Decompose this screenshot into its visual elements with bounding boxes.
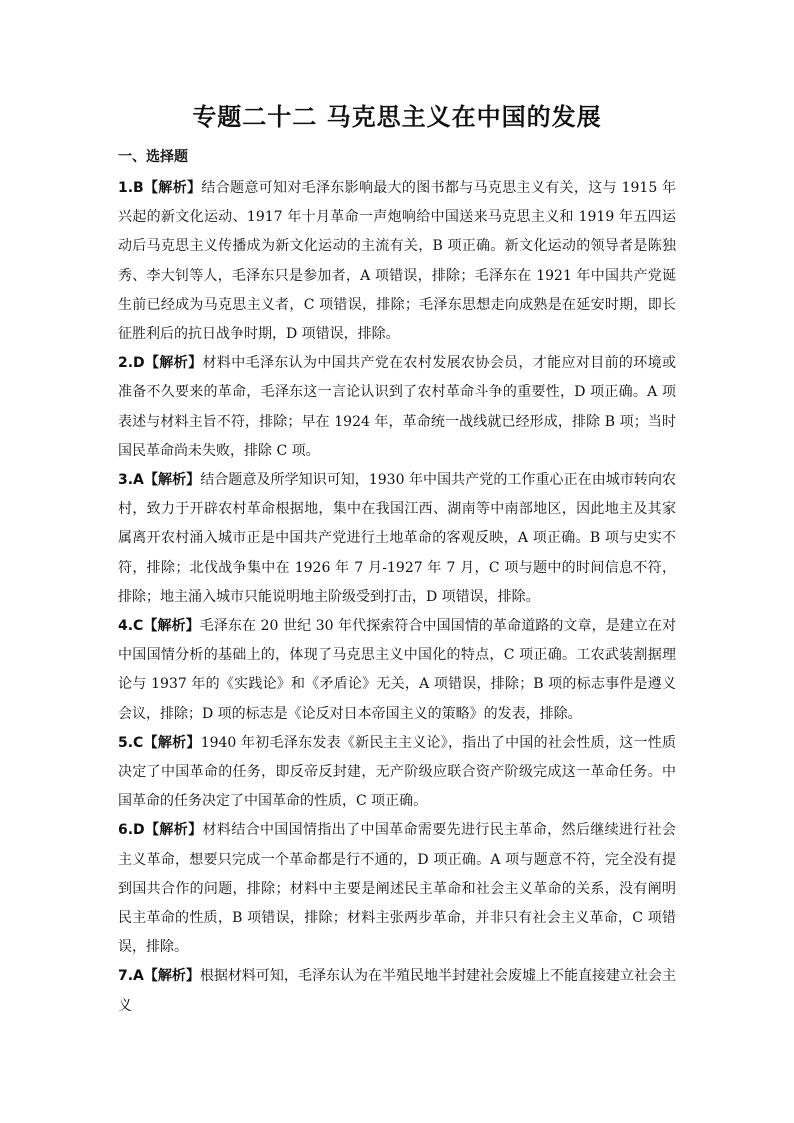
answer-number: 2.D (118, 355, 145, 372)
answer-number: 7.A (118, 968, 144, 985)
answer-number: 5.C (118, 734, 144, 751)
answer-number: 6.D (118, 822, 145, 839)
answer-item-5 (118, 729, 676, 817)
analysis-tag: 【解析】 (144, 822, 203, 839)
analysis-tag: 【解析】 (143, 734, 201, 751)
answer-text: 1940 年初毛泽东发表《新民主主义论》，指出了中国的社会性质，这一性质决定了中国革命的任务，即反帝反封建，无产阶级应联合资产阶级完成这一革命任务。中国革命的任务决定了中国革命的性质，C 项正确。 (118, 734, 677, 810)
answer-text: 结合题意可知对毛泽东影响最大的图书都与马克思主义有关，这与 1915 年兴起的新文化运动、1917 年十月革命一声炮响给中国送来马克思主义和 1919 年五四运动后马克思主义传播成为新文化运动的主流有关，B 项正确。新文化运动的领导者是陈独秀、李大钊等人，毛泽东只是参加者，A 项错误，排除；毛泽东在 1921 年中国共产党诞生前已经成为马克思主义者，C 项错误，排除；毛泽东思想走向成熟是在延安时期，即长征胜利后的抗日战争时期，D 项错误，排除。 (118, 180, 677, 343)
answer-number: 4.C (118, 618, 144, 635)
analysis-tag: 【解析】 (144, 355, 203, 372)
answer-item-3 (118, 466, 676, 612)
answer-number: 3.A (118, 472, 144, 489)
answer-number: 1.B (118, 180, 144, 196)
analysis-tag: 【解析】 (143, 472, 201, 489)
section-heading: 一、选择题 (118, 149, 188, 165)
answer-text: 毛泽东在 20 世纪 30 年代探索符合中国国情的革命道路的文章，是建立在对中国国情分析的基础上的，体现了马克思主义中国化的特点，C 项正确。工农武装割据理论与 1937 年的《实践论》和《矛盾论》无关，A 项错误，排除；B 项的标志事件是遵义会议，排除；D 项的标志是《论反对日本帝国主义的策略》的发表，排除。 (118, 618, 677, 722)
answer-item-4 (118, 612, 676, 729)
answer-text: 结合题意及所学知识可知，1930 年中国共产党的工作重心正在由城市转向农村，致力于开辟农村革命根据地，集中在我国江西、湖南等中南部地区，因此地主及其家属离开农村涌入城市正是中国共产党进行土地革命的客观反映，A 项正确。B 项与史实不符，排除；北伐战争集中在 1926 年 7 月-1927 年 7 月，C 项与题中的时间信息不符，排除；地主涌入城市只能说明地主阶级受到打击，D 项错误，排除。 (118, 472, 677, 605)
analysis-tag: 【解析】 (143, 618, 200, 635)
answer-text: 材料中毛泽东认为中国共产党在农村发展农协会员，才能应对目前的环境或准备不久要来的革命，毛泽东这一言论认识到了农村革命斗争的重要性，D 项正确。A 项表述与材料主旨不符，排除；早在 1924 年，革命统一战线就已经形成，排除 B 项；当时国民革命尚未失败，排除 C 项。 (118, 355, 677, 459)
answer-item-7 (118, 962, 676, 1020)
answer-item-2 (118, 349, 676, 466)
answer-text: 根据材料可知，毛泽东认为在半殖民地半封建社会废墟上不能直接建立社会主义 (118, 968, 677, 1014)
answer-text: 材料结合中国国情指出了中国革命需要先进行民主革命，然后继续进行社会主义革命，想要只完成一个革命都是行不通的，D 项正确。A 项与题意不符，完全没有提到国共合作的问题，排除；材料中主要是阐述民主革命和社会主义革命的关系，没有阐明民主革命的性质，B 项错误，排除；材料主张两步革命，并非只有社会主义革命，C 项错误，排除。 (118, 822, 677, 956)
answer-item-1 (118, 174, 676, 349)
analysis-tag: 【解析】 (143, 180, 202, 196)
analysis-tag: 【解析】 (143, 968, 200, 985)
answer-item-6 (118, 816, 676, 962)
page-title: 专题二十二 马克思主义在中国的发展 (192, 102, 602, 131)
